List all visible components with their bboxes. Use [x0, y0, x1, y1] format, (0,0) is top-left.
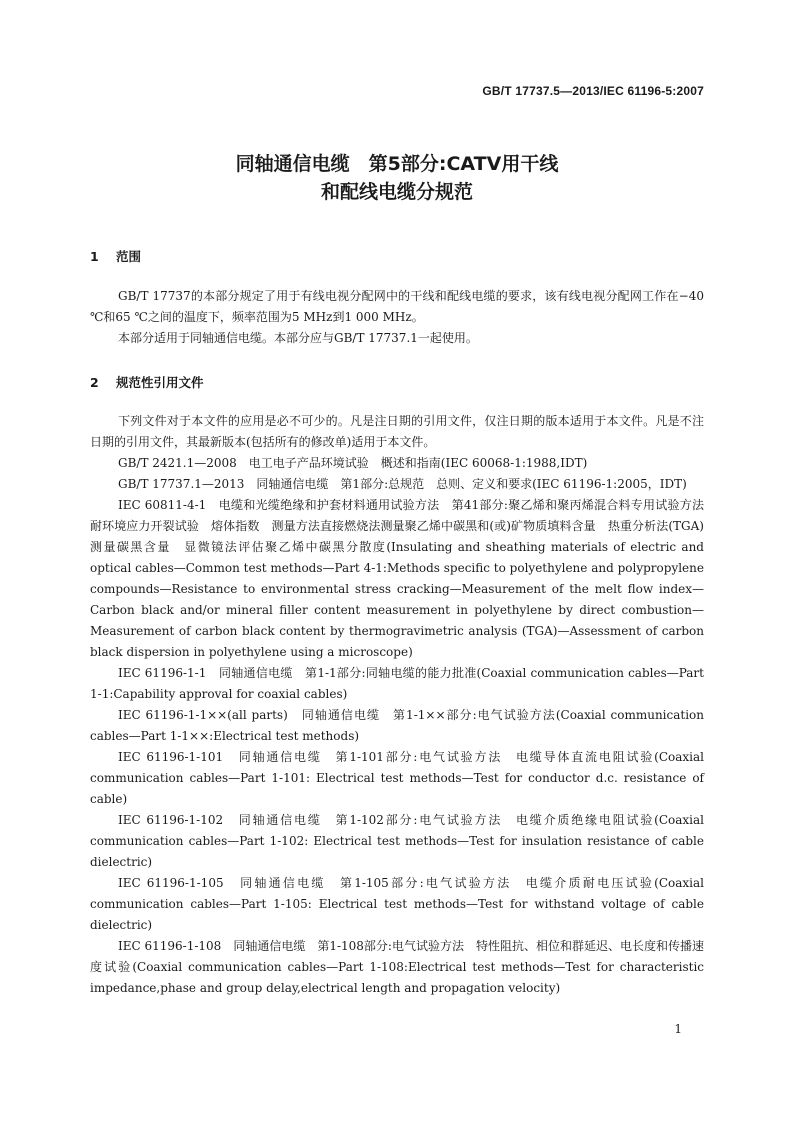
reference-entry: IEC 61196-1-105 同轴通信电缆 第1-105部分:电气试验方法 电缆介质耐电压试验(Coaxial communication cables—Part 1-105: Electrical test methods—Test for withstand voltage of cable dielectric): [90, 876, 704, 932]
reference-entry: IEC 61196-1-1 同轴通信电缆 第1-1部分:同轴电缆的能力批准(Coaxial communication cables—Part 1-1:Capability approval for coaxial cables): [90, 666, 704, 701]
section-2-heading: [90, 373, 204, 391]
reference-entry: GB/T 2421.1—2008 电工电子产品环境试验 概述和指南(IEC 60068-1:1988,IDT): [118, 456, 588, 470]
section-number: 2: [90, 375, 99, 390]
reference-entry: IEC 61196-1-102 同轴通信电缆 第1-102部分:电气试验方法 电缆介质绝缘电阻试验(Coaxial communication cables—Part 1-102: Electrical test methods—Test for insulation resistance of cable dielectric): [90, 813, 704, 869]
document-title: [0, 150, 794, 206]
reference-entry: IEC 61196-1-101 同轴通信电缆 第1-101部分:电气试验方法 电缆导体直流电阻试验(Coaxial communication cables—Part 1-101: Electrical test methods—Test for conductor d.c. resistance of cable): [90, 750, 704, 806]
section-2-body: [90, 411, 717, 999]
paragraph: 下列文件对于本文件的应用是必不可少的。凡是注日期的引用文件，仅注日期的版本适用于本文件。凡是不注日期的引用文件，其最新版本(包括所有的修改单)适用于本文件。: [90, 414, 704, 449]
section-title: 规范性引用文件: [116, 375, 204, 390]
reference-entry: IEC 61196-1-108 同轴通信电缆 第1-108部分:电气试验方法 特性阻抗、相位和群延迟、电长度和传播速度试验(Coaxial communication cables—Part 1-108:Electrical test methods—Test for characteristic impedance,phase and group delay,electrical length and propagation velocity): [90, 939, 704, 995]
page-number: 1: [674, 1022, 682, 1036]
section-number: 1: [90, 249, 99, 264]
title-line-2: 和配线电缆分规范: [320, 181, 473, 203]
reference-entry: GB/T 17737.1—2013 同轴通信电缆 第1部分:总规范 总则、定义和要求(IEC 61196-1:2005，IDT): [118, 477, 687, 491]
section-1-body: [90, 286, 704, 349]
section-1-heading: [90, 247, 141, 265]
standard-code-header: GB/T 17737.5—2013/IEC 61196-5:2007: [482, 84, 704, 98]
paragraph: GB/T 17737的本部分规定了用于有线电视分配网中的干线和配线电缆的要求，该有线电视分配网工作在−40 ℃和65 ℃之间的温度下，频率范围为5 MHz到1 000 MHz。: [90, 289, 704, 324]
reference-entry: IEC 60811-4-1 电缆和光缆绝缘和护套材料通用试验方法 第41部分:聚乙烯和聚丙烯混合料专用试验方法 耐环境应力开裂试验 熔体指数 测量方法直接燃烧法测量聚乙烯中碳黑和(或)矿物质填料含量 热重分析法(TGA)测量碳黑含量 显微镜法评估聚乙烯中碳黑分散度(Insulating and sheathing materials of electric and optical cables—Common test methods—Part 4-1:Methods specific to polyethylene and polypropylene compounds—Resistance to environmental stress cracking—Measurement of the melt flow index—Carbon black and/or mineral filler content measurement in polyethylene by direct combustion—Measurement of carbon black content by thermogravimetric analysis (TGA)—Assessment of carbon black dispersion in polyethylene using a microscope): [90, 498, 717, 659]
section-title: 范围: [116, 249, 142, 264]
title-line-1: 同轴通信电缆 第5部分:CATV用干线: [235, 153, 559, 175]
paragraph: 本部分适用于同轴通信电缆。本部分应与GB/T 17737.1一起使用。: [118, 331, 478, 345]
reference-entry: IEC 61196-1-1××(all parts) 同轴通信电缆 第1-1××部分:电气试验方法(Coaxial communication cables—Part 1-1××:Electrical test methods): [90, 708, 704, 743]
